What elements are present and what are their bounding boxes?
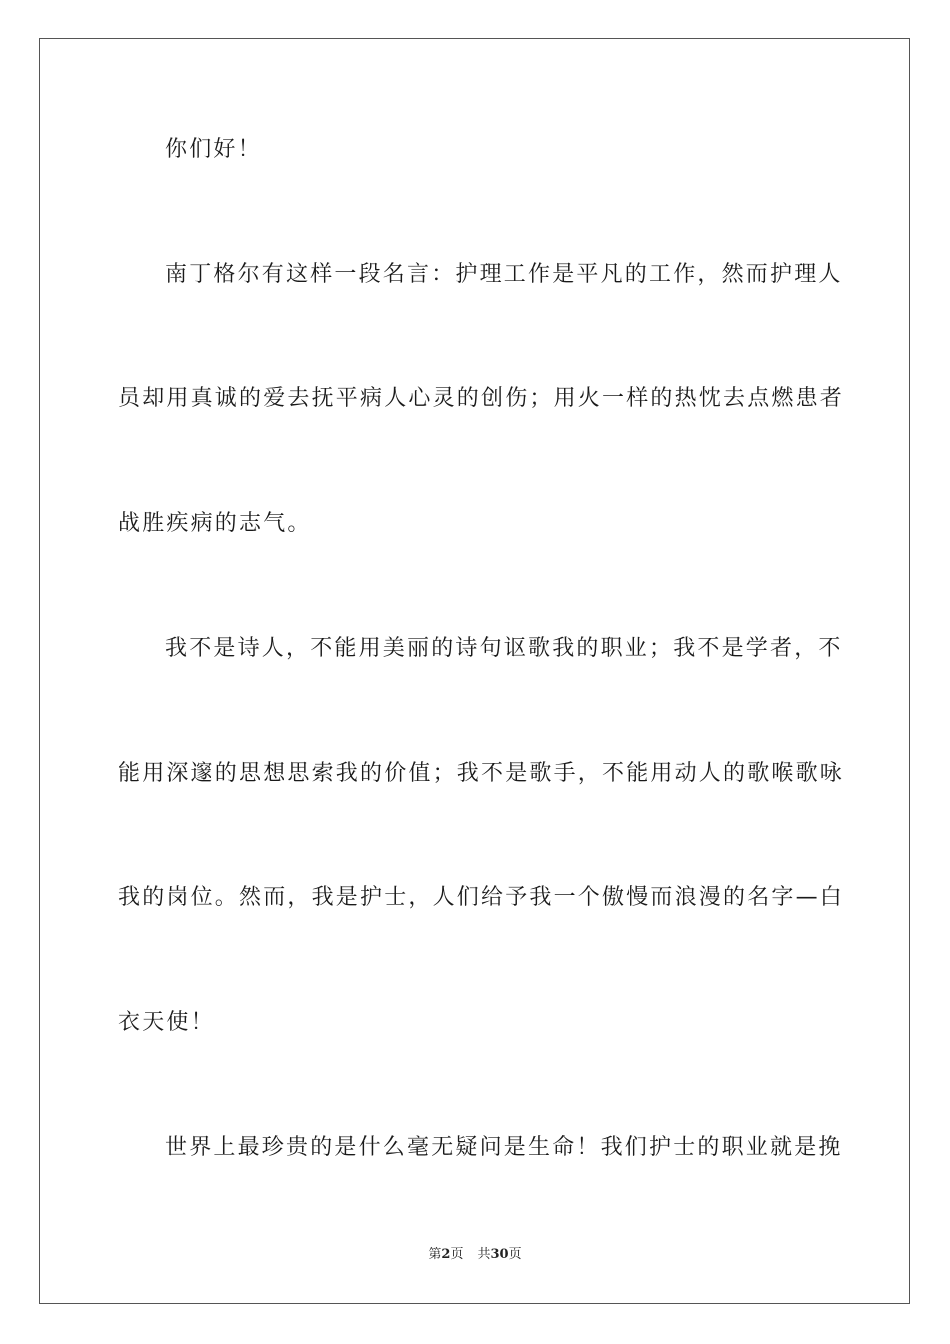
page-prefix: 第 (428, 1247, 442, 1262)
total-pages: 30 (490, 1247, 509, 1262)
page-suffix: 页 (450, 1247, 464, 1262)
page-footer (0, 1246, 950, 1264)
text-line: 员却用真诚的爱去抚平病人心灵的创伤；用火一样的热忱去点燃患者 (118, 386, 845, 411)
total-prefix: 共 (477, 1247, 491, 1262)
text-line: 能用深邃的思想思索我的价值；我不是歌手，不能用动人的歌喉歌咏 (118, 761, 845, 786)
page-border (39, 38, 910, 1304)
text-line: 战胜疾病的志气。 (118, 511, 312, 536)
total-suffix: 页 (508, 1247, 522, 1262)
text-line: 我不是诗人，不能用美丽的诗句讴歌我的职业；我不是学者，不 (165, 636, 843, 661)
text-line: 世界上最珍贵的是什么毫无疑问是生命！我们护士的职业就是挽 (165, 1135, 843, 1160)
page-number: 2 (441, 1247, 451, 1262)
text-line: 你们好！ (165, 137, 262, 162)
text-line: 衣天使！ (118, 1010, 215, 1035)
text-line: 南丁格尔有这样一段名言：护理工作是平凡的工作，然而护理人 (165, 262, 843, 287)
text-line: 我的岗位。然而，我是护士，人们给予我一个傲慢而浪漫的名字—白 (118, 885, 845, 910)
